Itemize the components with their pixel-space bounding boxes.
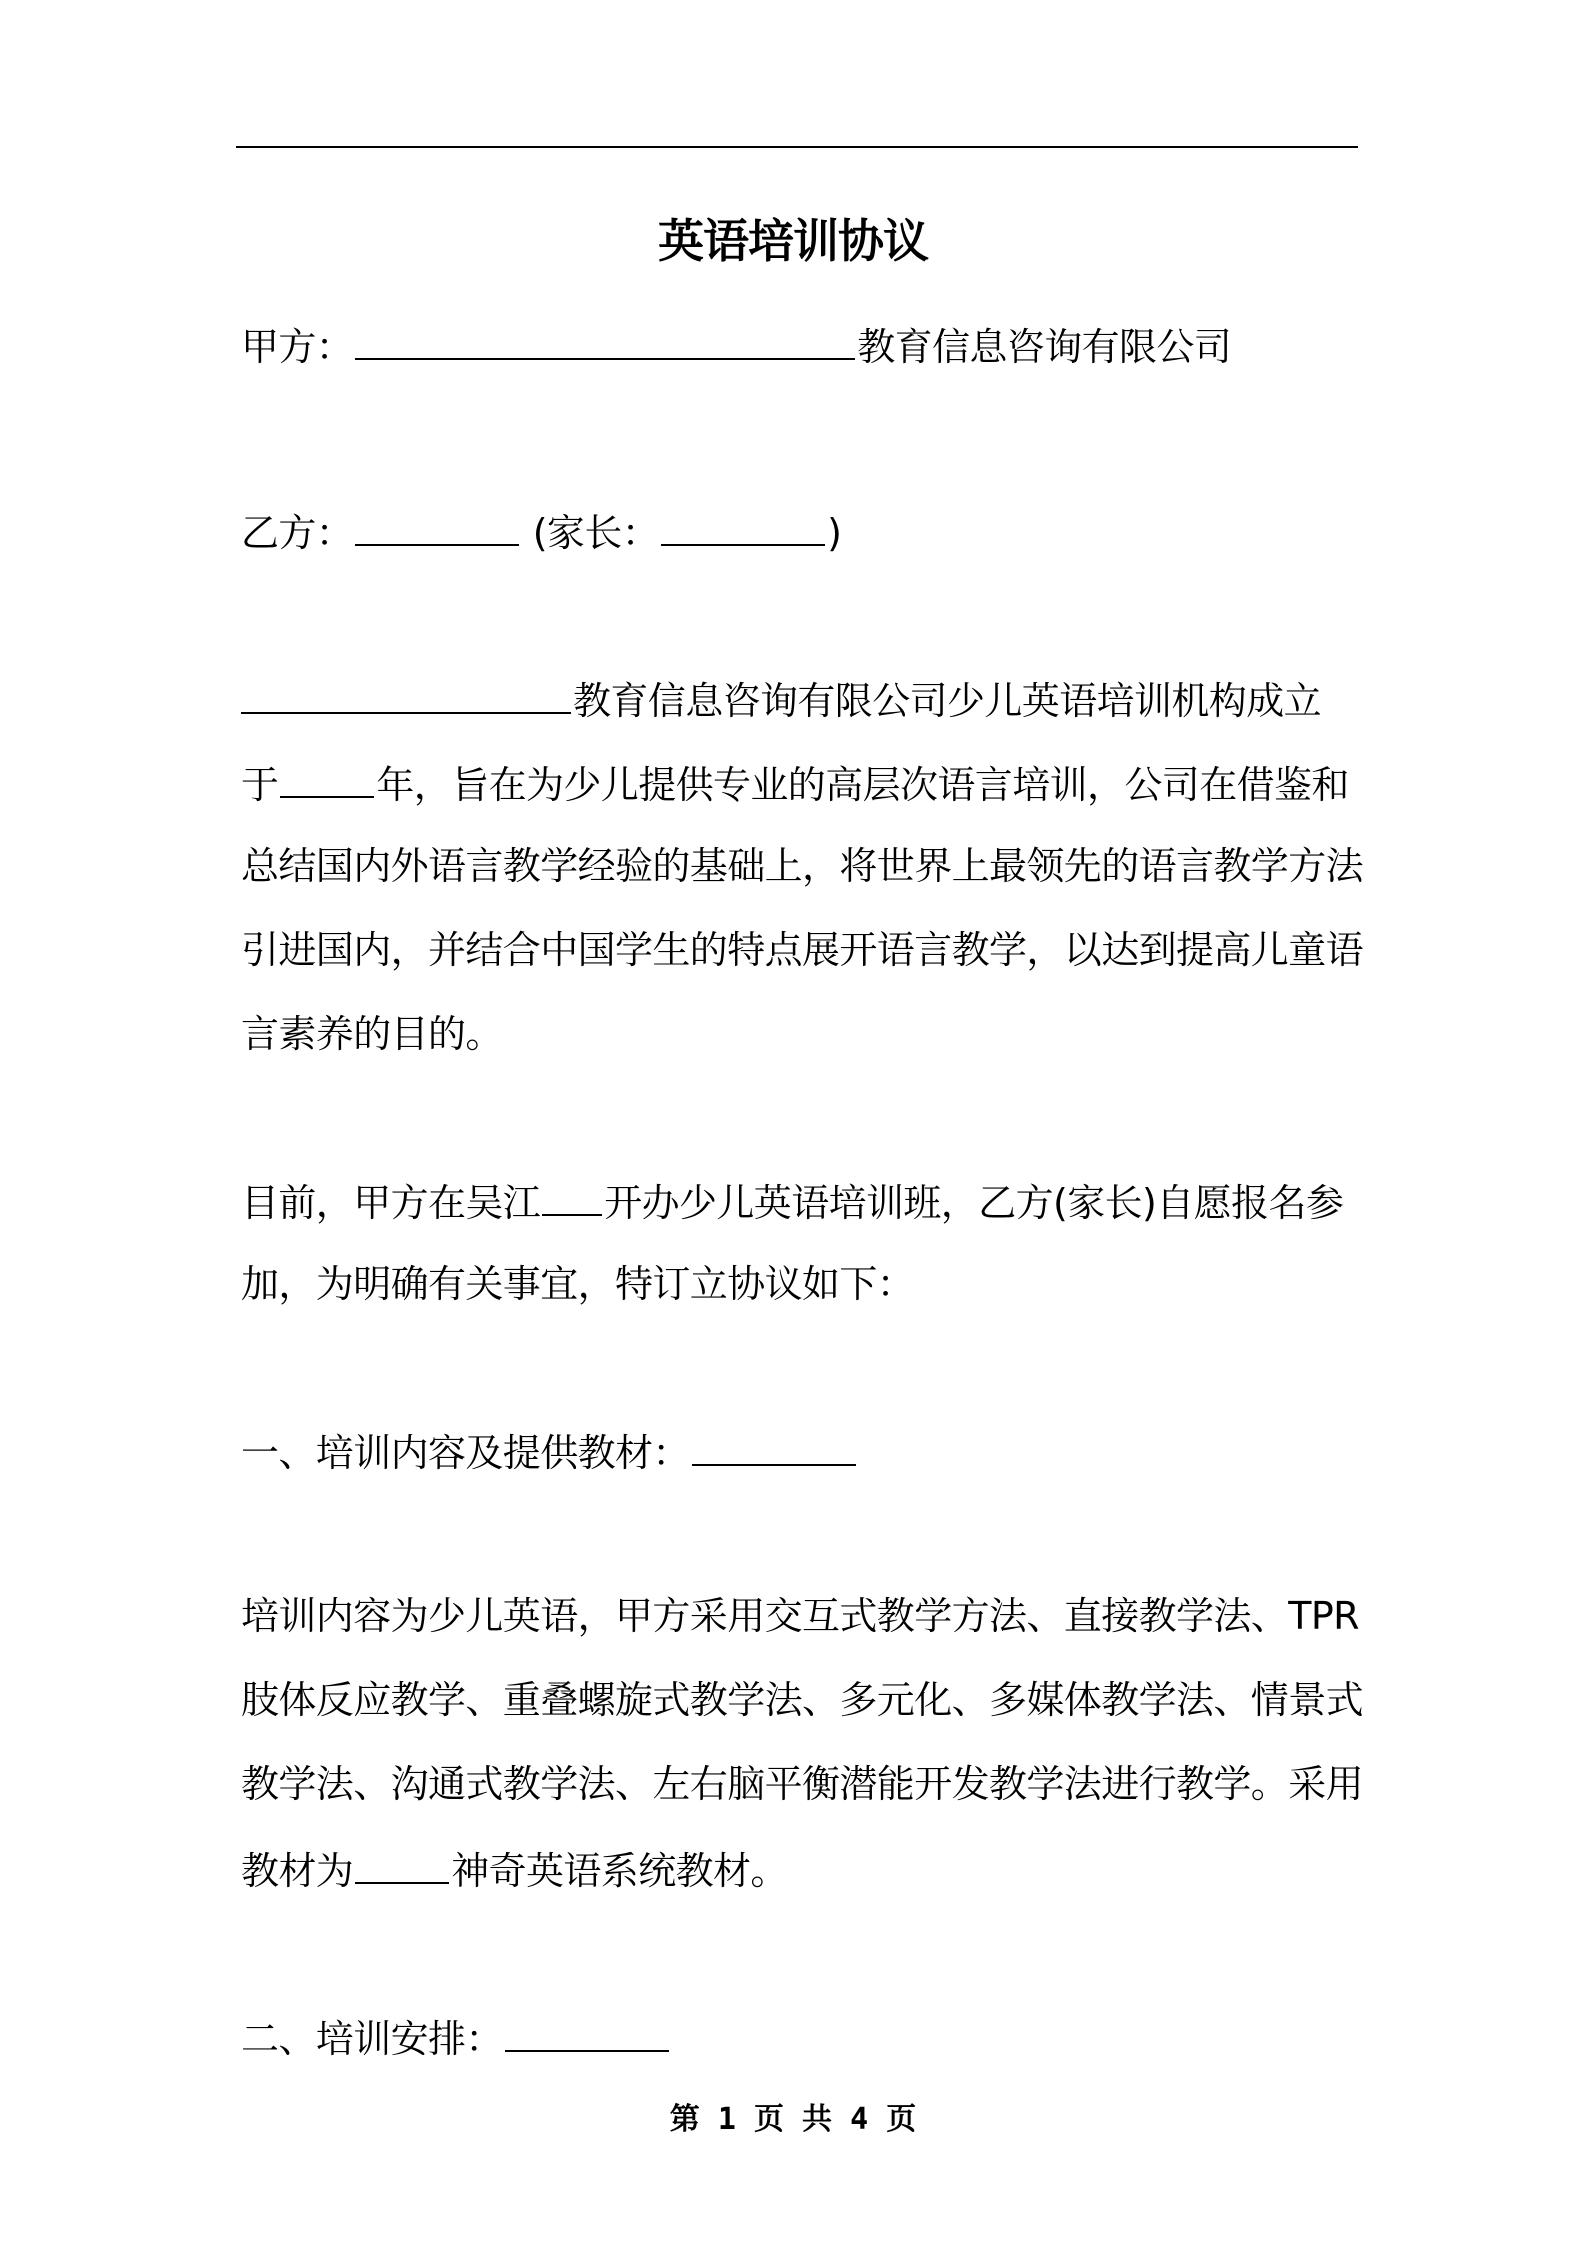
section-1-line-1	[241, 1592, 1359, 1640]
section-1-text-4a: 教材为	[241, 1849, 354, 1893]
section-1-line-2	[241, 1676, 1363, 1724]
party-a-line	[241, 320, 1231, 371]
textbook-blank	[355, 1844, 449, 1884]
current-line-1	[241, 1176, 1343, 1227]
party-a-blank	[355, 320, 855, 360]
section-1-line-3	[241, 1760, 1363, 1808]
section-2-heading-text: 二、培训安排：	[241, 2017, 503, 2061]
party-b-line	[241, 506, 841, 557]
party-a-name-suffix: 教育信息咨询有限公司	[857, 325, 1232, 369]
party-b-label: 乙方：	[241, 511, 354, 555]
intro-line-2	[241, 758, 1349, 809]
intro-text-2b: 年，旨在为少儿提供专业的高层次语言培训，公司在借鉴和	[376, 763, 1349, 807]
section-1-text-1: 培训内容为少儿英语，甲方采用交互式教学方法、直接教学法、TPR	[241, 1594, 1359, 1638]
intro-text-4: 引进国内，并结合中国学生的特点展开语言教学，以达到提高儿童语	[241, 928, 1364, 972]
section-1-text-3: 教学法、沟通式教学法、左右脑平衡潜能开发教学法进行教学。采用	[241, 1762, 1364, 1806]
party-b-parent-close: )	[827, 511, 842, 555]
current-text-1b: 开办少儿英语培训班，乙方(家长)自愿报名参	[604, 1181, 1344, 1225]
section-1-line-4	[241, 1844, 788, 1895]
parent-blank	[661, 506, 825, 546]
section-1-blank	[692, 1426, 856, 1466]
party-a-label: 甲方：	[241, 325, 354, 369]
section-2-heading	[241, 2012, 671, 2063]
section-1-heading-text: 一、培训内容及提供教材：	[241, 1431, 690, 1475]
intro-company-blank	[241, 674, 571, 714]
page-footer: 第 1 页 共 4 页	[669, 2102, 917, 2137]
intro-line-4	[241, 926, 1363, 974]
party-b-parent-open: (家长：	[532, 511, 660, 555]
founding-year-blank	[280, 758, 374, 798]
section-1-heading	[241, 1426, 858, 1477]
intro-text-5: 言素养的目的。	[241, 1012, 503, 1056]
current-text-2: 加，为明确有关事宜，特订立协议如下：	[241, 1262, 915, 1306]
section-2-blank	[505, 2012, 669, 2052]
section-1-text-2: 肢体反应教学、重叠螺旋式教学法、多元化、多媒体教学法、情景式	[241, 1678, 1364, 1722]
intro-line-5	[241, 1010, 503, 1058]
location-blank	[542, 1176, 602, 1216]
intro-line-1	[241, 674, 1321, 725]
current-line-2	[241, 1260, 914, 1308]
intro-text-2a: 于	[241, 763, 279, 807]
intro-text-3: 总结国内外语言教学经验的基础上，将世界上最领先的语言教学方法	[241, 844, 1364, 888]
intro-text-1: 教育信息咨询有限公司少儿英语培训机构成立	[573, 679, 1322, 723]
document-title: 英语培训协议	[658, 214, 928, 268]
party-b-blank	[355, 506, 519, 546]
intro-line-3	[241, 842, 1363, 890]
header-rule	[236, 146, 1358, 148]
current-text-1a: 目前，甲方在吴江	[241, 1181, 541, 1225]
section-1-text-4b: 神奇英语系统教材。	[451, 1849, 788, 1893]
